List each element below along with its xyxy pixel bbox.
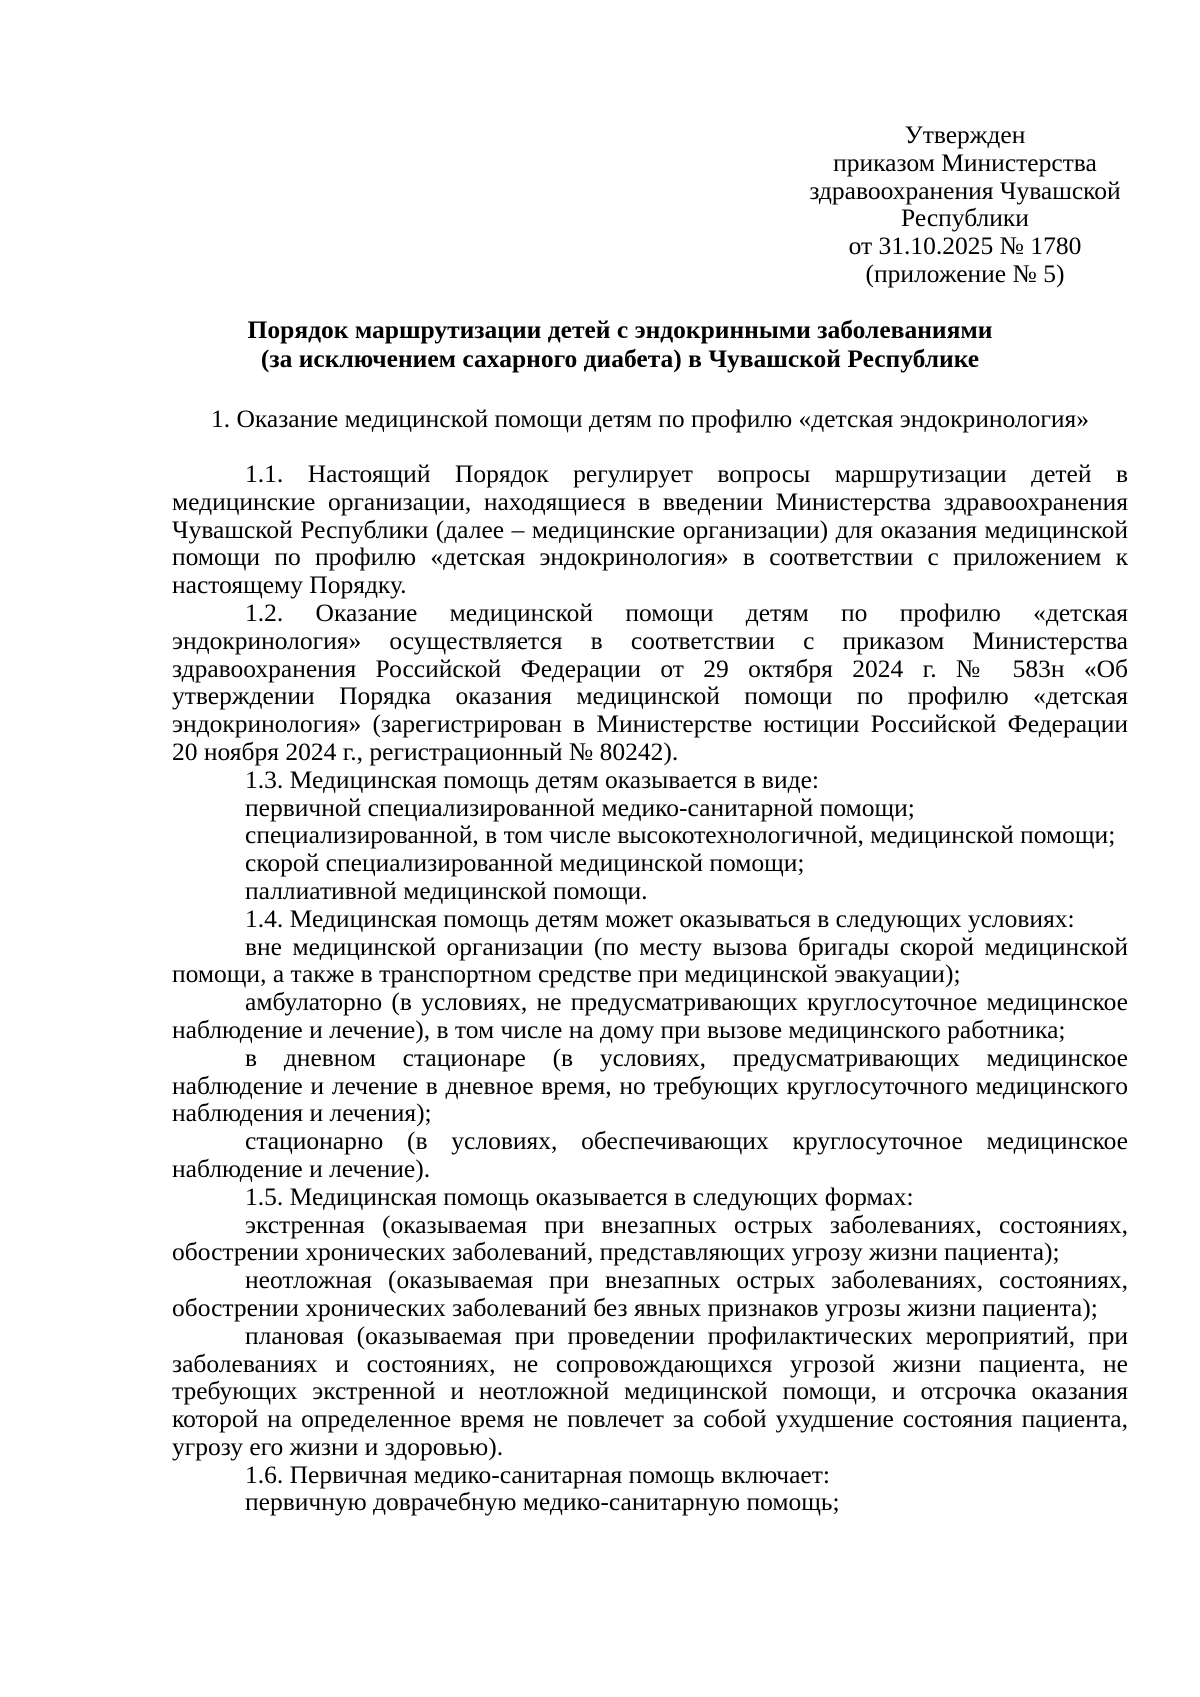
title-line: Порядок маршрутизации детей с эндокринными заболеваниями bbox=[247, 315, 993, 344]
approval-line: приказом Министерства bbox=[833, 147, 1097, 177]
paragraph: скорой специализированной медицинской помощи; bbox=[245, 848, 805, 878]
paragraph: 1.5. Медицинская помощь оказывается в следующих формах: bbox=[245, 1181, 914, 1211]
paragraph: 1.2. Оказание медицинской помощи детям по профилю «детская эндокринология» осуществляется в соответствии с приказом Министерства здравоохранения Российской Федерации от 29 октября 2024 г. № 583н «Об утверждении Порядка оказания медицинской помощи по профилю «детская эндокринология» (зарегистрирован в Министерстве юстиции Российской Федерации 20 ноября 2024 г., регистрационный № 80242). bbox=[172, 597, 1128, 766]
paragraph: 1.3. Медицинская помощь детям оказывается в виде: bbox=[245, 764, 819, 794]
approval-line: Утвержден bbox=[904, 120, 1026, 149]
approval-line: от 31.10.2025 № 1780 bbox=[848, 231, 1082, 261]
title-line: (за исключением сахарного диабета) в Чувашской Республике bbox=[260, 344, 980, 373]
paragraph: первичной специализированной медико-санитарной помощи; bbox=[245, 792, 915, 822]
paragraph: экстренная (оказываемая при внезапных острых заболеваниях, состояниях, обострении хронических заболеваний, представляющих угрозу жизни пациента); bbox=[172, 1209, 1128, 1267]
paragraph: стационарно (в условиях, обеспечивающих круглосуточное медицинское наблюдение и лечение). bbox=[172, 1126, 1128, 1183]
approval-line: (приложение № 5) bbox=[865, 258, 1065, 288]
paragraph: в дневном стационаре (в условиях, предусматривающих медицинское наблюдение и лечение в дневное время, но требующих круглосуточного медицинского наблюдения и лечения); bbox=[172, 1042, 1128, 1128]
paragraph: специализированной, в том числе высокотехнологичной, медицинской помощи; bbox=[245, 820, 1116, 850]
document-body bbox=[172, 460, 1128, 1516]
paragraph: паллиативной медицинской помощи. bbox=[245, 875, 648, 905]
paragraph: 1.6. Первичная медико-санитарная помощь включает: bbox=[245, 1459, 830, 1489]
paragraph: плановая (оказываемая при проведении профилактических мероприятий, при заболеваниях и состояниях, не сопровождающихся угрозой жизни пациента, не требующих экстренной и неотложной медицинской помощи, и отсрочка оказания которой на определенное время не повлечет за собой ухудшение состояния пациента, угрозу его жизни и здоровью). bbox=[172, 1320, 1128, 1461]
document-title bbox=[120, 315, 1120, 373]
section-heading: 1. Оказание медицинской помощи детям по профилю «детская эндокринология» bbox=[211, 404, 1089, 433]
paragraph: амбулаторно (в условиях, не предусматривающих круглосуточное медицинское наблюдение и лечение), в том числе на дому при вызове медицинского работника; bbox=[172, 987, 1128, 1044]
paragraph: 1.4. Медицинская помощь детям может оказываться в следующих условиях: bbox=[245, 903, 1075, 933]
approval-block bbox=[790, 121, 1140, 288]
paragraph: первичную доврачебную медико-санитарную помощь; bbox=[245, 1487, 840, 1517]
paragraph: вне медицинской организации (по месту вызова бригады скорой медицинской помощи, а также в транспортном средстве при медицинской эвакуации); bbox=[172, 931, 1128, 989]
paragraph: 1.1. Настоящий Порядок регулирует вопросы маршрутизации детей в медицинские организации, находящиеся в введении Министерства здравоохранения Чувашской Республики (далее – медицинские организации) для оказания медицинской помощи по профилю «детская эндокринология» в соответствии с приложением к настоящему Порядку. bbox=[172, 459, 1128, 600]
approval-line: Республики bbox=[901, 203, 1029, 233]
approval-line: здравоохранения Чувашской bbox=[809, 175, 1121, 205]
paragraph: неотложная (оказываемая при внезапных острых заболеваниях, состояниях, обострении хронических заболеваний без явных признаков угрозы жизни пациента); bbox=[172, 1265, 1128, 1322]
